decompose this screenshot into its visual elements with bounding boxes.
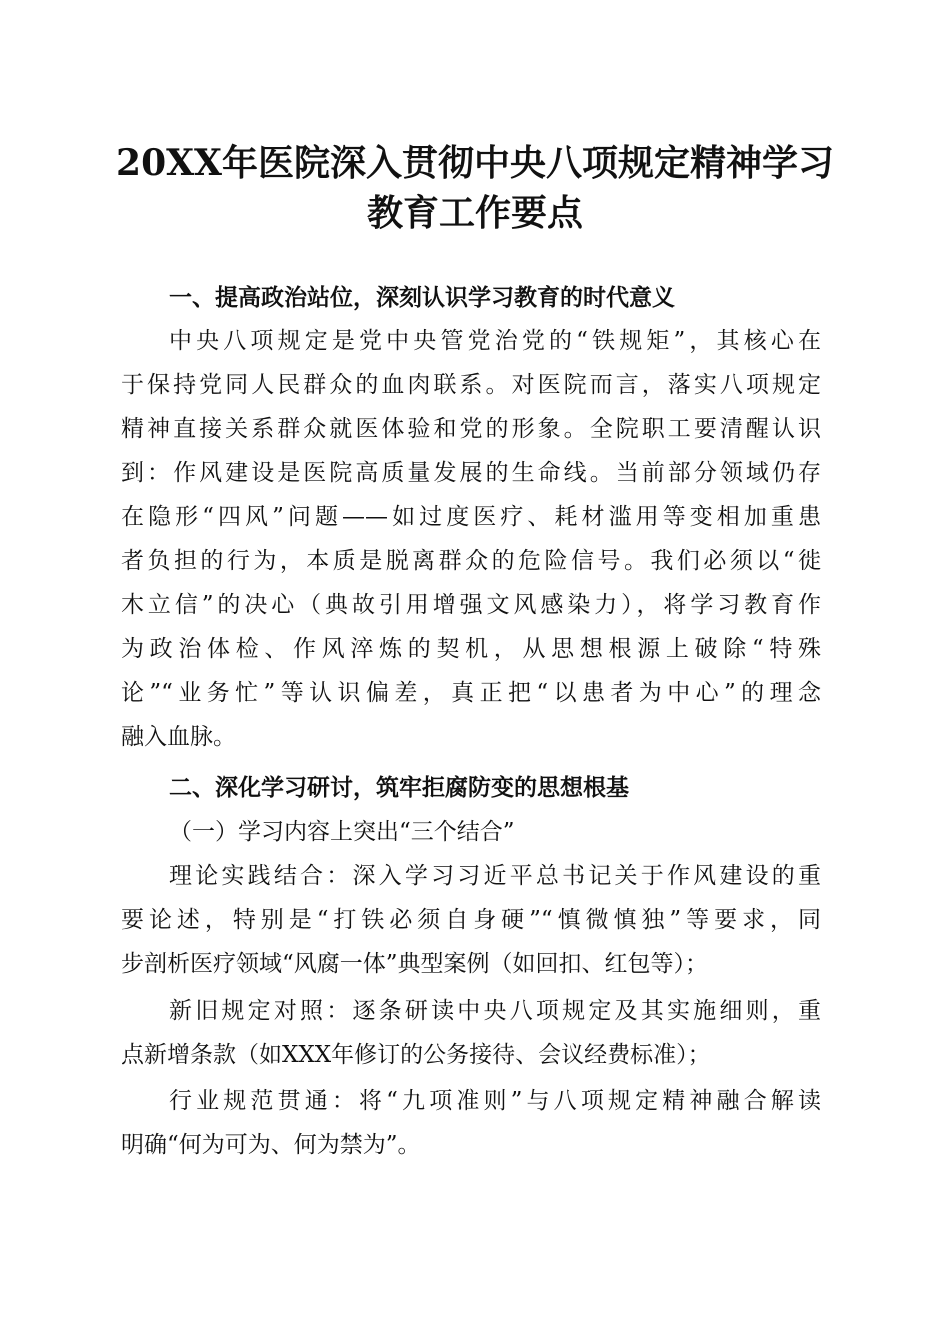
paragraph-line: 到：作风建设是医院高质量发展的生命线。当前部分领域仍存 <box>121 460 821 486</box>
paragraph-line: 精神直接关系群众就医体验和党的形象。全院职工要清醒认识 <box>121 416 821 442</box>
paragraph-line: 步剖析医疗领域“风腐一体”典型案例（如回扣、红包等）； <box>121 951 709 977</box>
section-1-heading: 一、提高政治站位，深刻认识学习教育的时代意义 <box>169 285 675 311</box>
paragraph-line: 者负担的行为，本质是脱离群众的危险信号。我们必须以“徙 <box>121 548 821 574</box>
paragraph-line: 行业规范贯通：将“九项准则”与八项规定精神融合解读 <box>169 1088 821 1114</box>
paragraph-line: 木立信”的决心（典故引用增强文风感染力），将学习教育作 <box>121 592 821 618</box>
paragraph-line: 理论实践结合：深入学习习近平总书记关于作风建设的重 <box>169 863 821 889</box>
paragraph-line: 点新增条款（如XXX年修订的公务接待、会议经费标准）； <box>121 1042 711 1068</box>
paragraph-line: 中央八项规定是党中央管党治党的“铁规矩”，其核心在 <box>169 328 821 354</box>
paragraph-line: 新旧规定对照：逐条研读中央八项规定及其实施细则，重 <box>169 998 821 1024</box>
paragraph-line: 于保持党同人民群众的血肉联系。对医院而言，落实八项规定 <box>121 372 821 398</box>
paragraph-line: 在隐形“四风”问题——如过度医疗、耗材滥用等变相加重患 <box>121 504 821 530</box>
paragraph-line: 要论述，特别是“打铁必须自身硬”“慎微慎独”等要求，同 <box>121 907 821 933</box>
title-line-2: 教育工作要点 <box>366 192 583 234</box>
paragraph-line: 论”“业务忙”等认识偏差，真正把“以患者为中心”的理念 <box>121 680 821 706</box>
paragraph-line: 为政治体检、作风淬炼的契机，从思想根源上破除“特殊 <box>121 636 821 662</box>
paragraph-line: 明确“何为可为、何为禁为”。 <box>121 1132 421 1158</box>
section-2-subheading: （一）学习内容上突出“三个结合” <box>169 819 515 845</box>
document-title <box>0 138 950 238</box>
paragraph-line: 融入血脉。 <box>121 724 236 750</box>
section-2-heading: 二、深化学习研讨，筑牢拒腐防变的思想根基 <box>169 775 629 801</box>
title-line-1: 20XX年医院深入贯彻中央八项规定精神学习 <box>116 142 834 184</box>
